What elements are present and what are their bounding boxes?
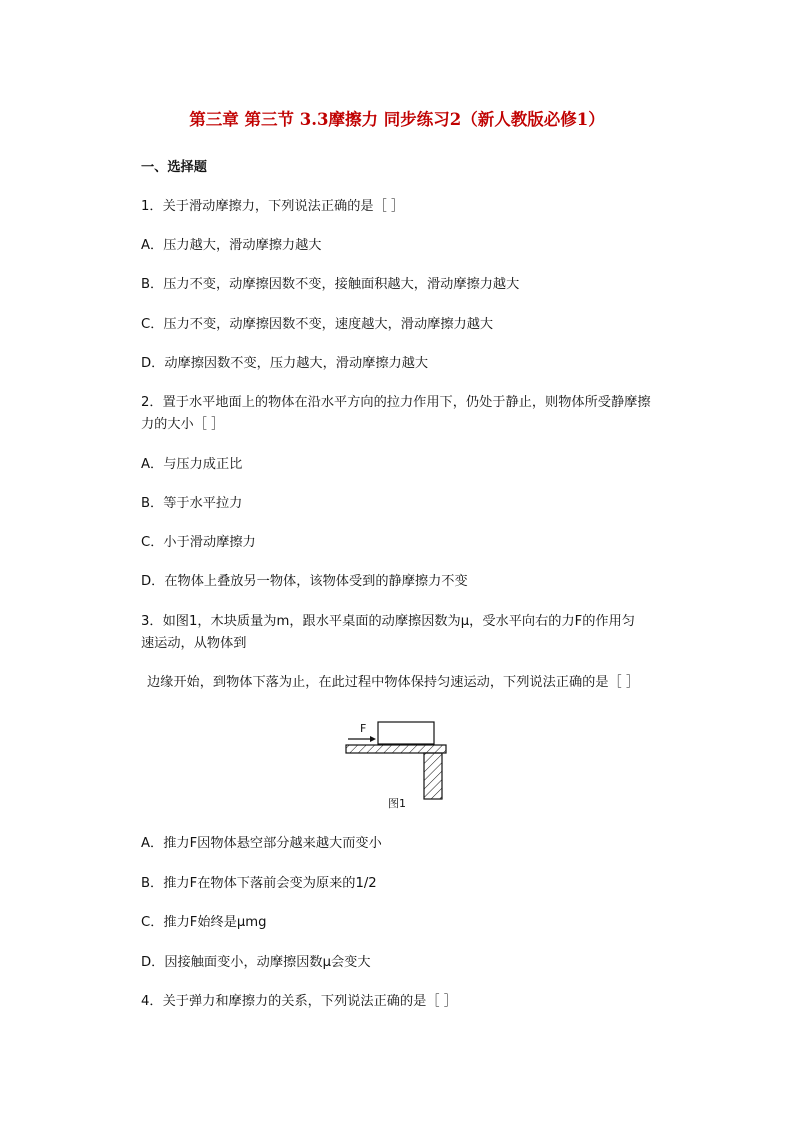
question-2-option-b: B．等于水平拉力 [141,496,243,511]
question-3-stem-line-2: 速运动，从物体到 [141,636,247,651]
figure-caption: 图1 [388,797,406,810]
question-1-option-d: D．动摩擦因数不变，压力越大，滑动摩擦力越大 [141,356,429,371]
question-2-stem-line-1: 2．置于水平地面上的物体在沿水平方向的拉力作用下，仍处于静止，则物体所受静摩擦 [141,395,651,410]
question-2-option-d: D．在物体上叠放另一物体，该物体受到的静摩擦力不变 [141,574,468,589]
question-1-option-b: B．压力不变，动摩擦因数不变，接触面积越大，滑动摩擦力越大 [141,277,520,292]
table-top [346,745,446,753]
page-title: 第三章 第三节 3.3摩擦力 同步练习2（新人教版必修1） [189,110,605,129]
question-2-option-c: C．小于滑动摩擦力 [141,535,256,550]
force-label: F [360,722,367,735]
question-3-option-a: A．推力F因物体悬空部分越来越大而变小 [141,836,382,851]
question-1-option-c: C．压力不变，动摩擦因数不变，速度越大，滑动摩擦力越大 [141,317,494,332]
question-2-stem-line-2: 力的大小［ ］ [141,417,225,432]
arrow-head-icon [370,736,376,742]
question-3-option-c: C．推力F始终是μmg [141,915,267,930]
question-2-option-a: A．与压力成正比 [141,457,243,472]
question-3-stem-line-1: 3．如图1，木块质量为m，跟水平桌面的动摩擦因数为μ，受水平向右的力F的作用匀 [141,614,635,629]
table-leg [424,753,442,799]
question-1-stem: 1．关于滑动摩擦力，下列说法正确的是［ ］ [141,199,405,214]
section-heading: 一、选择题 [141,160,207,175]
wooden-block [378,722,434,744]
question-1-option-a: A．压力越大，滑动摩擦力越大 [141,238,322,253]
question-3-stem-line-3: 边缘开始，到物体下落为止，在此过程中物体保持匀速运动，下列说法正确的是［ ］ [147,675,640,690]
question-3-option-d: D．因接触面变小，动摩擦因数μ会变大 [141,955,371,970]
question-4-stem: 4．关于弹力和摩擦力的关系，下列说法正确的是［ ］ [141,994,457,1009]
question-3-option-b: B．推力F在物体下落前会变为原来的1/2 [141,876,377,891]
